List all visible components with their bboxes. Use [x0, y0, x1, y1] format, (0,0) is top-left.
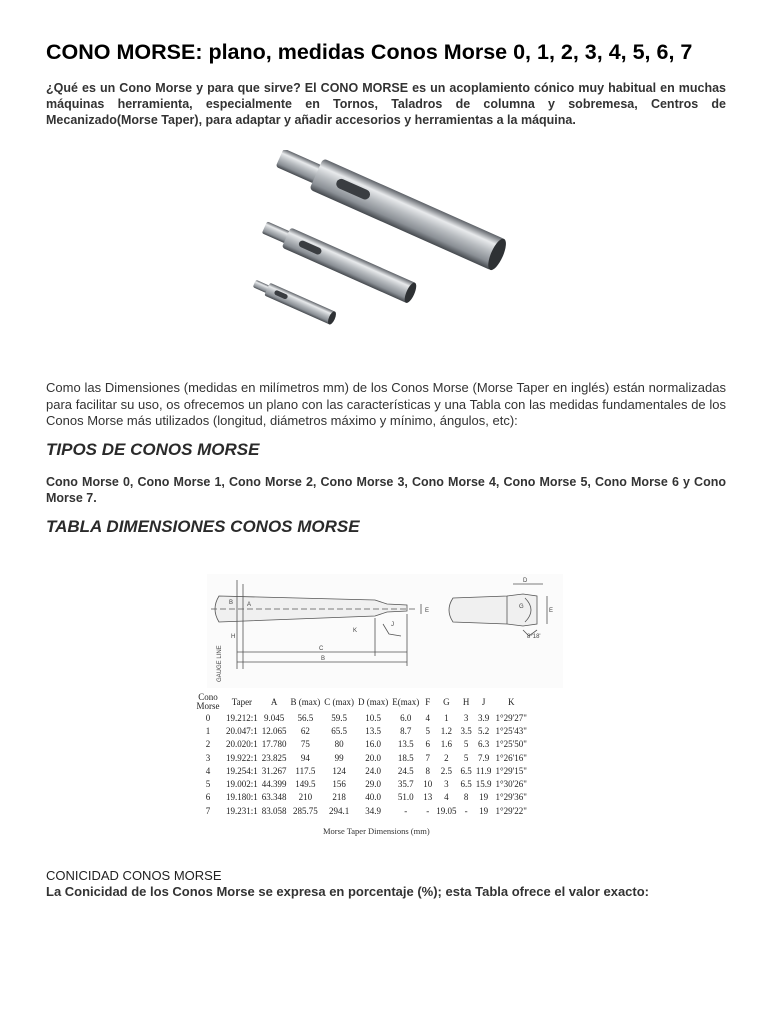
- table-cell: 19.05: [436, 805, 457, 816]
- table-cell: 44.399: [261, 779, 287, 790]
- table-cell: 1: [444, 712, 449, 723]
- table-cell: 5: [463, 739, 469, 750]
- types-text: Cono Morse 0, Cono Morse 1, Cono Morse 2, Cono Morse 3, Cono Morse 4, Cono Morse 5, Cono Morse 6 y Cono Morse 7.: [46, 475, 726, 505]
- label-b: B: [229, 600, 234, 606]
- label-c: C: [319, 646, 324, 652]
- table-cell: 35.7: [397, 779, 414, 790]
- table-row: [192, 804, 529, 817]
- table-cell: 16.0: [365, 739, 382, 750]
- table-cell: 3: [463, 712, 469, 723]
- table-cell: 0: [205, 712, 211, 723]
- header-g: G: [443, 696, 450, 707]
- table-cell: 1°25'50": [495, 739, 527, 750]
- table-cell: 75: [300, 739, 310, 750]
- table-cell: 8: [463, 792, 469, 803]
- table-row: [192, 777, 529, 790]
- label-angle: 8°18': [527, 634, 541, 640]
- table-cell: 19.922:1: [226, 752, 258, 763]
- table-cell: 2.5: [440, 765, 453, 776]
- table-cell: 99: [334, 752, 344, 763]
- table-heading: TABLA DIMENSIONES CONOS MORSE: [46, 517, 360, 536]
- table-cell: 3: [205, 752, 211, 763]
- table-cell: 6.0: [400, 712, 412, 723]
- table-cell: 124: [332, 765, 346, 776]
- table-cell: -: [404, 805, 408, 816]
- header-c: C (max): [324, 696, 355, 707]
- table-cell: 12.065: [261, 725, 287, 736]
- table-cell: 5: [205, 779, 211, 790]
- conicidad-text: La Conicidad de los Conos Morse se expresa en porcentaje (%); esta Tabla ofrece el valor exacto:: [46, 884, 650, 899]
- header-j: J: [481, 696, 486, 707]
- table-cell: 19: [479, 792, 489, 803]
- small-sleeve: [251, 277, 337, 326]
- table-cell: 62: [300, 725, 310, 736]
- table-cell: 15.9: [475, 779, 492, 790]
- label-d: D: [523, 578, 528, 584]
- header-h: H: [462, 696, 470, 707]
- table-cell: 80: [334, 739, 344, 750]
- table-cell: 7: [205, 805, 211, 816]
- dimensions-paragraph: Como las Dimensiones (medidas en milímetros mm) de los Conos Morse (Morse Taper en inglés) están normalizadas para facilitar su uso, os ofrecemos un plano con las características y una Tabla con las medidas fundamentales de los Conos Morse más utilizados (longitud, diámetros máximo y mínimo, ángulos, etc):: [46, 380, 726, 428]
- label-h: H: [231, 634, 236, 640]
- table-cell: 23.825: [261, 752, 287, 763]
- table-cell: 3: [444, 779, 449, 790]
- label-e-detail: E: [549, 608, 554, 614]
- header-k: K: [507, 696, 515, 707]
- intro-paragraph: ¿Qué es un Cono Morse y para que sirve? El CONO MORSE es un acoplamiento cónico muy habitual en muchas máquinas herramienta, especialmente en Tornos, Taladros de columna y sobremesa, Centros de Mecanizado(Morse Taper), para adaptar y añadir accesorios y herramientas a la máquina.: [46, 81, 726, 127]
- table-cell: 31.267: [261, 765, 287, 776]
- header-taper: Taper: [231, 696, 253, 707]
- table-cell: 1°25'43": [495, 725, 527, 736]
- table-cell: 5: [425, 725, 431, 736]
- table-cell: 29.0: [365, 779, 382, 790]
- table-cell: 13: [423, 792, 433, 803]
- table-cell: 94: [300, 752, 310, 763]
- table-cell: 7.9: [478, 752, 490, 763]
- table-cell: 20.020:1: [226, 739, 258, 750]
- table-cell: -: [464, 805, 468, 816]
- table-cell: 13.5: [365, 725, 382, 736]
- table-row: [192, 764, 529, 777]
- table-cell: 3.5: [460, 725, 472, 736]
- morse-dimensions-table: [192, 693, 529, 817]
- table-row: [192, 791, 529, 804]
- table-cell: 218: [332, 792, 346, 803]
- table-cell: 1°29'27": [495, 712, 527, 723]
- table-cell: 19.254:1: [226, 765, 258, 776]
- table-cell: 6.5: [460, 779, 472, 790]
- table-cell: 34.9: [365, 805, 382, 816]
- table-row: [192, 738, 529, 751]
- table-cell: 1°29'15": [495, 765, 527, 776]
- table-cell: 51.0: [397, 792, 414, 803]
- table-caption: Morse Taper Dimensions (mm): [323, 826, 430, 836]
- header-b: B (max): [290, 696, 321, 707]
- table-cell: 8.7: [400, 725, 412, 736]
- table-cell: 83.058: [261, 805, 287, 816]
- table-cell: 7: [425, 752, 431, 763]
- label-k: K: [353, 628, 358, 634]
- types-heading: TIPOS DE CONOS MORSE: [46, 440, 260, 459]
- header-d: D (max): [358, 696, 389, 707]
- table-cell: 4: [205, 765, 211, 776]
- morse-taper-drawing: [207, 574, 563, 688]
- label-j: J: [391, 622, 394, 628]
- label-e: E: [425, 608, 430, 614]
- table-cell: 6.5: [460, 765, 472, 776]
- header-cono-morse: Cono Morse: [196, 692, 220, 711]
- table-cell: 285.75: [293, 805, 318, 816]
- table-cell: 294.1: [329, 805, 350, 816]
- table-cell: 17.780: [261, 739, 287, 750]
- table-row: [192, 711, 529, 724]
- page-title: CONO MORSE: plano, medidas Conos Morse 0, 1, 2, 3, 4, 5, 6, 7: [46, 40, 693, 64]
- table-cell: 1°29'22": [495, 805, 527, 816]
- table-cell: 4: [444, 792, 449, 803]
- table-cell: 24.5: [397, 765, 414, 776]
- table-cell: 4: [425, 712, 431, 723]
- table-cell: 1°29'36": [495, 792, 527, 803]
- table-header-row: [192, 693, 529, 711]
- table-cell: 10: [423, 779, 433, 790]
- header-a: A: [270, 696, 278, 707]
- table-cell: 11.9: [475, 765, 492, 776]
- table-cell: 156: [332, 779, 346, 790]
- table-cell: 19.180:1: [226, 792, 258, 803]
- table-cell: 2: [444, 752, 449, 763]
- table-cell: 56.5: [297, 712, 314, 723]
- table-cell: 1.6: [440, 739, 453, 750]
- table-cell: 19.002:1: [226, 779, 258, 790]
- table-cell: 1°26'16": [495, 752, 527, 763]
- label-a: A: [247, 602, 252, 608]
- table-cell: 6: [205, 792, 211, 803]
- table-cell: 2: [205, 739, 211, 750]
- table-cell: 20.047:1: [226, 725, 258, 736]
- table-cell: 9.045: [264, 712, 285, 723]
- header-e: E(max): [392, 696, 420, 707]
- table-cell: 5: [463, 752, 469, 763]
- table-cell: 6: [425, 739, 431, 750]
- table-cell: 20.0: [365, 752, 382, 763]
- table-cell: 5.2: [478, 725, 490, 736]
- table-cell: 149.5: [295, 779, 316, 790]
- table-cell: 8: [425, 765, 431, 776]
- table-cell: 59.5: [331, 712, 348, 723]
- table-cell: 19: [479, 805, 489, 816]
- table-cell: 10.5: [365, 712, 382, 723]
- table-cell: 117.5: [295, 765, 316, 776]
- label-g: G: [519, 604, 524, 610]
- table-cell: 65.5: [331, 725, 348, 736]
- header-f: F: [425, 696, 431, 707]
- table-cell: 19.231:1: [226, 805, 258, 816]
- table-cell: 6.3: [478, 739, 490, 750]
- morse-taper-sleeves-photo: [250, 150, 530, 350]
- table-cell: 1.2: [440, 725, 453, 736]
- table-cell: 40.0: [365, 792, 382, 803]
- table-cell: 1: [205, 725, 211, 736]
- table-cell: 63.348: [261, 792, 287, 803]
- table-cell: 13.5: [397, 739, 414, 750]
- table-cell: 210: [298, 792, 313, 803]
- label-gauge-line: GAUGE LINE: [217, 645, 223, 682]
- table-cell: -: [426, 805, 430, 816]
- table-cell: 1°30'26": [495, 779, 527, 790]
- table-cell: 19.212:1: [226, 712, 258, 723]
- label-b-length: B: [321, 656, 326, 662]
- conicidad-heading: CONICIDAD CONOS MORSE: [46, 868, 222, 883]
- table-cell: 24.0: [365, 765, 382, 776]
- table-row: [192, 724, 529, 737]
- table-row: [192, 751, 529, 764]
- table-cell: 18.5: [397, 752, 414, 763]
- table-cell: 3.9: [478, 712, 490, 723]
